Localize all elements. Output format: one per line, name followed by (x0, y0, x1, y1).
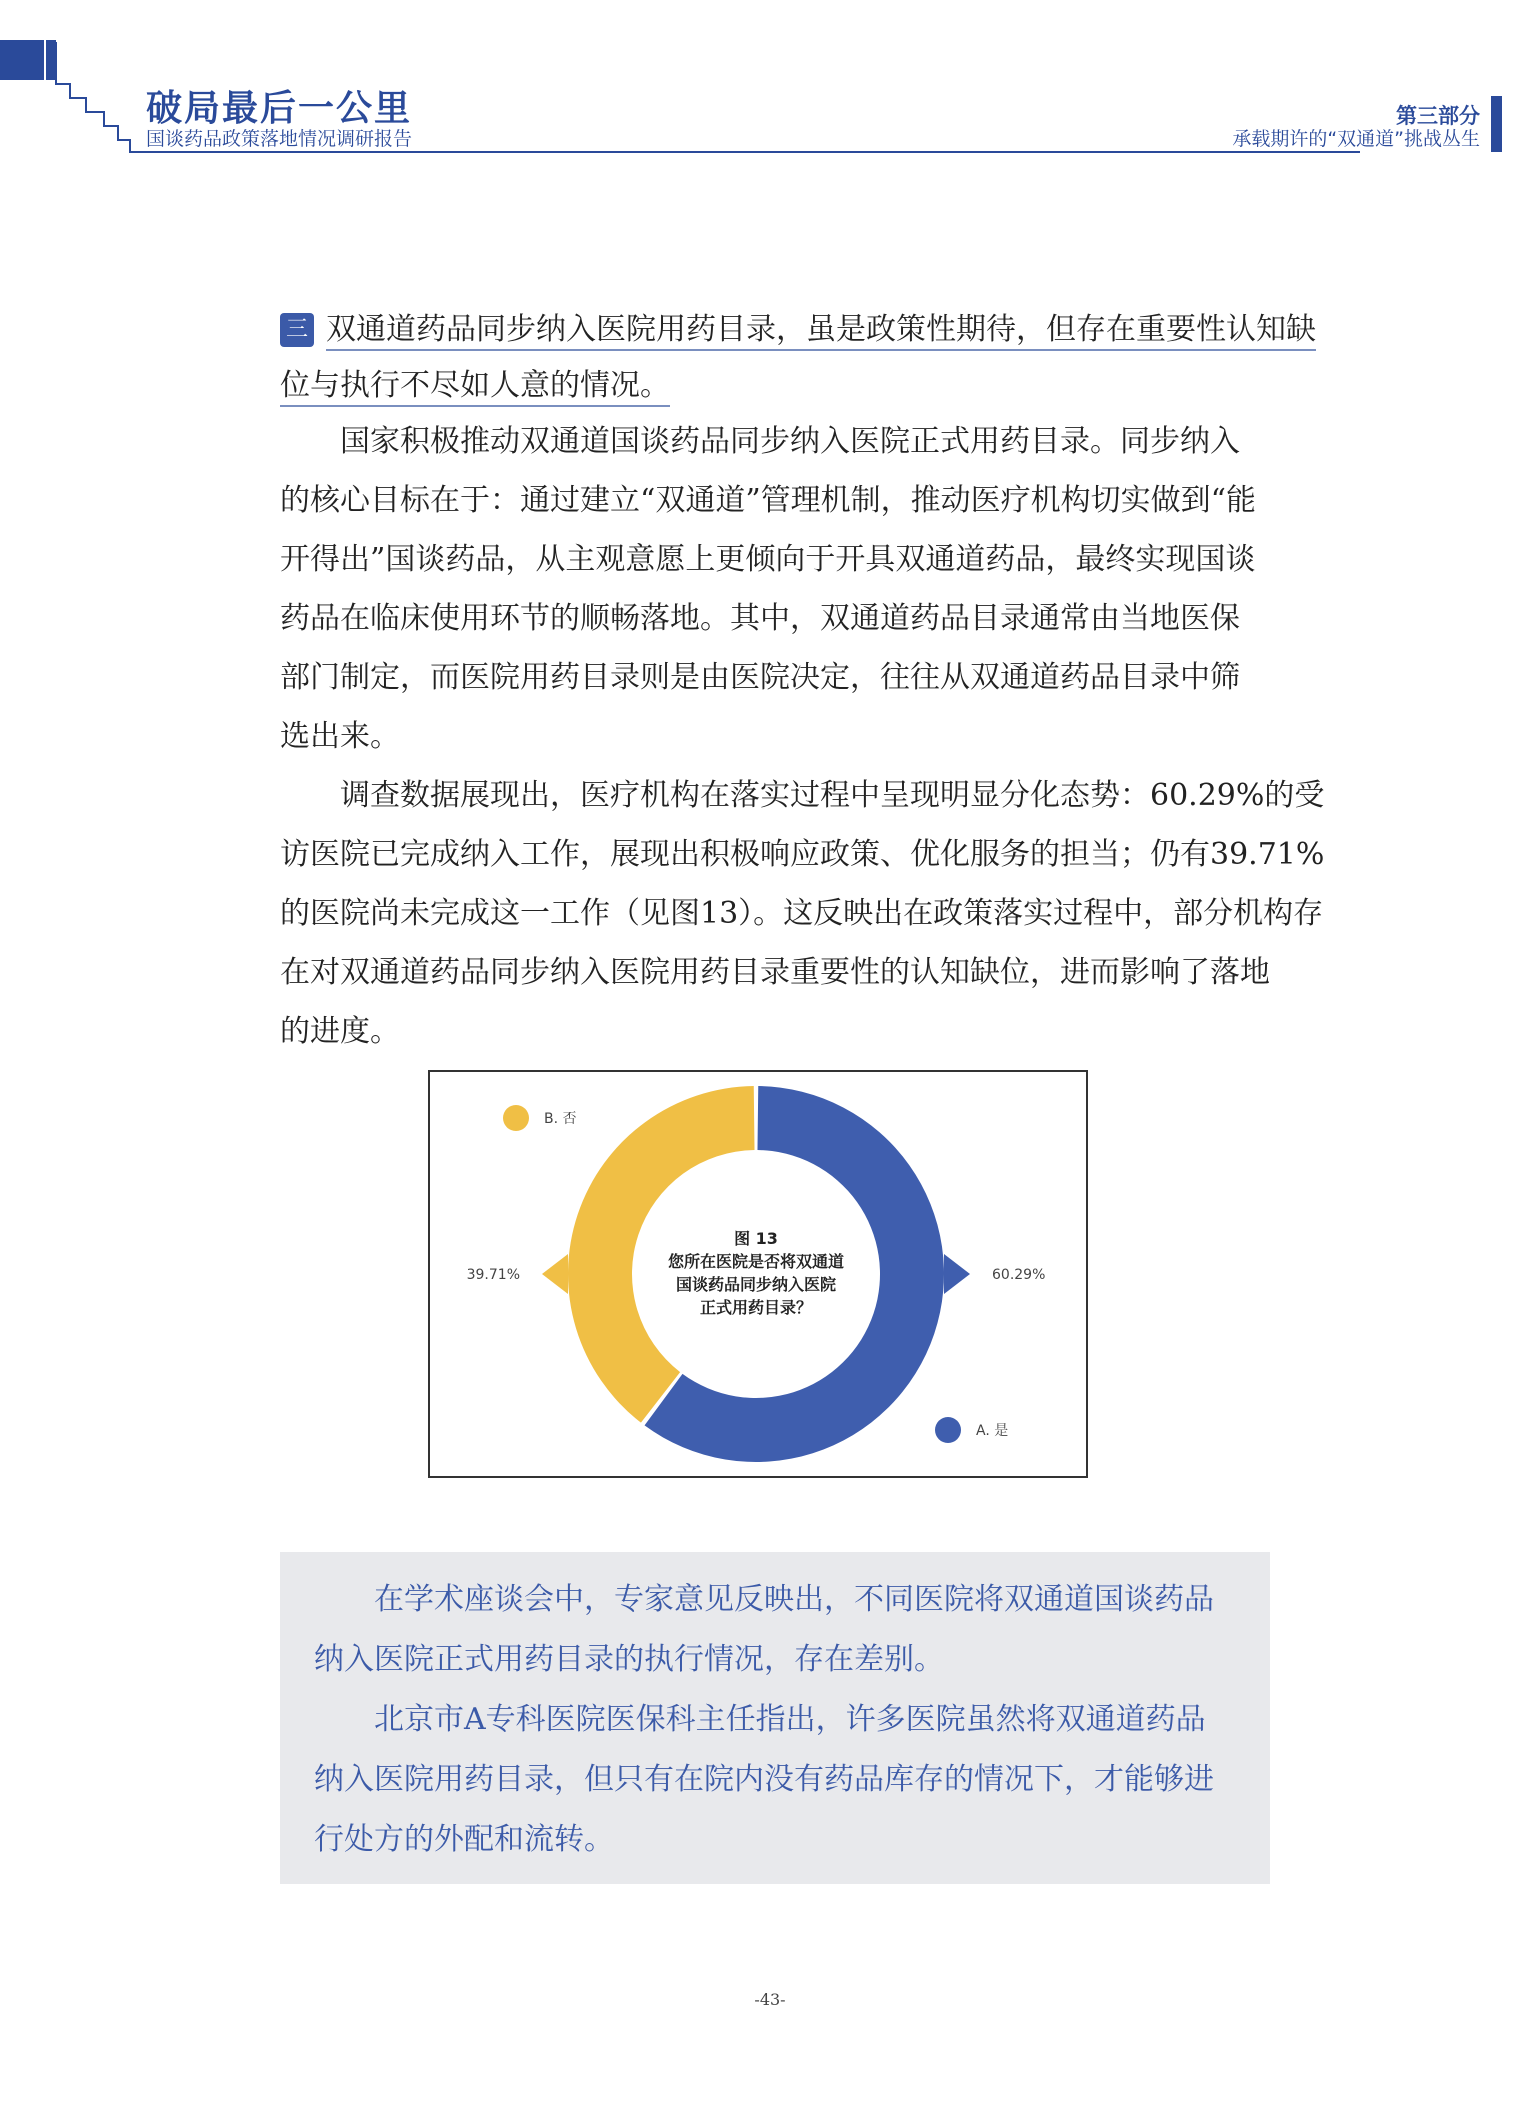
section-heading-line-1: 双通道药品同步纳入医院用药目录，虽是政策性期待，但存在重要性认知缺 (326, 312, 1316, 351)
paragraph-line: 的核心目标在于：通过建立“双通道”管理机制，推动医疗机构切实做到“能 (280, 483, 1257, 518)
donut-chart (430, 1072, 1086, 1476)
quote-line: 在学术座谈会中，专家意见反映出，不同医院将双通道国谈药品 (374, 1582, 1214, 1617)
header-right-bar (1491, 96, 1502, 152)
body-paragraph-1 (280, 412, 1270, 766)
legend-label: A. 是 (976, 1423, 1009, 1439)
part-label: 第三部分 (1396, 104, 1480, 128)
expert-quote-text (314, 1570, 1244, 1870)
paragraph-line: 调查数据展现出，医疗机构在落实过程中呈现明显分化态势：60.29%的受 (340, 778, 1325, 813)
chart-title-line: 正式用药目录？ (699, 1298, 813, 1317)
paragraph-line: 国家积极推动双通道国谈药品同步纳入医院正式用药目录。同步纳入 (340, 424, 1240, 459)
section-heading-line-2: 位与执行不尽如人意的情况。 (280, 368, 670, 407)
paragraph-line: 的进度。 (280, 1014, 400, 1049)
quote-line: 纳入医院用药目录，但只有在院内没有药品库存的情况下，才能够进 (314, 1762, 1214, 1797)
paragraph-line: 开得出”国谈药品，从主观意愿上更倾向于开具双通道药品，最终实现国谈 (280, 542, 1256, 577)
expert-quote-box (280, 1552, 1270, 1884)
paragraph-line: 部门制定，而医院用药目录则是由医院决定，往往从双通道药品目录中筛 (280, 660, 1240, 695)
page-number: -43- (754, 1990, 786, 2009)
part-subtitle: 承载期许的“双通道”挑战丛生 (1232, 128, 1480, 150)
quote-line: 行处方的外配和流转。 (314, 1822, 614, 1857)
legend-swatch (503, 1105, 529, 1131)
paragraph-line: 的医院尚未完成这一工作（见图13）。这反映出在政策落实过程中，部分机构存 (280, 896, 1324, 931)
chart-title-line: 国谈药品同步纳入医院 (675, 1275, 837, 1294)
legend-swatch (935, 1417, 961, 1443)
slice-value-label: 60.29% (992, 1267, 1046, 1283)
chart-title-line: 图 13 (734, 1229, 778, 1248)
quote-line: 北京市A专科医院医保科主任指出，许多医院虽然将双通道药品 (374, 1702, 1206, 1737)
paragraph-line: 药品在临床使用环节的顺畅落地。其中，双通道药品目录通常由当地医保 (280, 601, 1240, 636)
report-title: 破局最后一公里 (146, 88, 413, 129)
legend-label: B. 否 (544, 1111, 577, 1127)
slice-value-label: 39.71% (466, 1267, 520, 1283)
figure-13-chart (428, 1070, 1088, 1478)
section-number-badge: 三 (280, 313, 314, 347)
slice-pointer (542, 1254, 568, 1294)
report-subtitle: 国谈药品政策落地情况调研报告 (146, 128, 413, 150)
section-heading (280, 302, 1316, 414)
quote-line: 纳入医院正式用药目录的执行情况，存在差别。 (314, 1642, 944, 1677)
slice-pointer (944, 1254, 970, 1294)
paragraph-line: 选出来。 (280, 719, 400, 754)
chart-title-line: 您所在医院是否将双通道 (667, 1252, 845, 1271)
paragraph-line: 访医院已完成纳入工作，展现出积极响应政策、优化服务的担当；仍有39.71% (280, 837, 1325, 872)
paragraph-line: 在对双通道药品同步纳入医院用药目录重要性的认知缺位，进而影响了落地 (280, 955, 1270, 990)
body-paragraph-2 (280, 766, 1325, 1061)
